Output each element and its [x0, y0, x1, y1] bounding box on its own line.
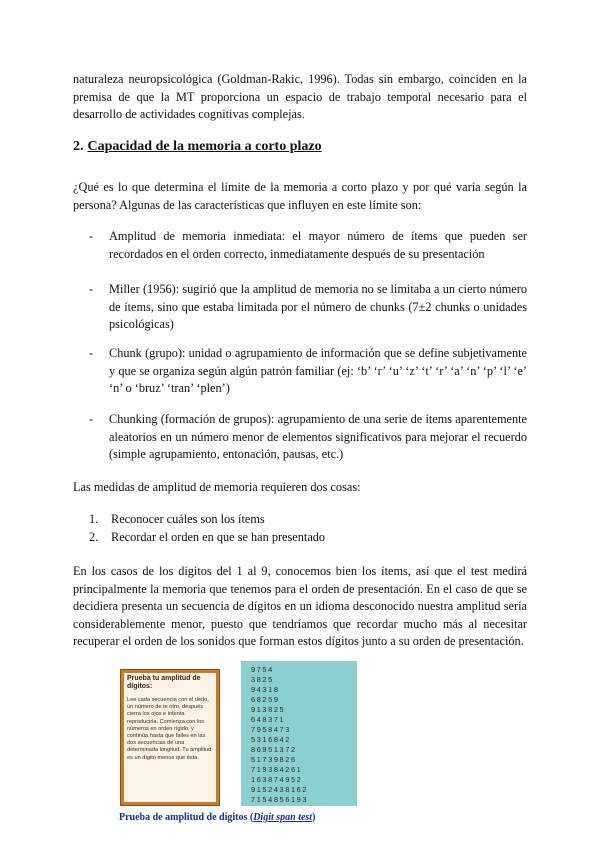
digit-row: 163874952 — [251, 775, 303, 784]
digit-row: 7958473 — [251, 725, 291, 734]
digit-row: 5316842 — [251, 735, 291, 744]
bullet-list-item-4 — [89, 411, 527, 464]
bullet-amplitud: - Amplitud de memoria inmediata: el mayor número de ítems que pueden ser recordados en el orden correcto, inmediatamente después de su presentación — [89, 228, 527, 263]
digit-row: 9152438162 — [251, 785, 309, 794]
bullet-list-item-1 — [89, 228, 527, 263]
caption-term: Digit span test — [253, 812, 313, 823]
bullet-chunk: - Chunk (grupo): unidad o agrupamiento de información que se define subjetivamente y que se organiza según algún patrón familiar (ej: ‘b’ ‘r’ ‘u’ ‘z’ ‘t’ ‘r’ ‘a’ ‘n’ ‘p’ ‘l’ ‘e’ ‘n’ o ‘bruz’ ‘tran’ ‘plen’) — [89, 345, 527, 398]
digit-row: 648371 — [251, 715, 286, 724]
digit-sequences-panel — [241, 661, 357, 806]
instructions-text: Lee cada secuencia con el dedo, un número de te otro, después cierra los ojos e intenta reproducirla. Comienza con los números en orden rígido, y continúa hasta que falles en las dos secuencias de una determinada longitud. Tu amplitud es un dígito menos que ésta. — [127, 697, 212, 761]
section-title: Capacidad de la memoria a corto plazo — [87, 139, 322, 154]
digit-row: 719384261 — [251, 765, 303, 774]
digit-row: 86951372 — [251, 745, 297, 754]
digit-row: 94318 — [251, 685, 280, 694]
bullet-list-item-2 — [89, 281, 527, 334]
bullet-list-item-3 — [89, 345, 527, 398]
instructions-panel — [124, 673, 216, 802]
intro-paragraph: naturaleza neuropsicológica (Goldman-Rakic, 1996). Todas sin embargo, coinciden en la premisa de que la MT proporciona un espacio de trabajo temporal necesario para el desarrollo de actividades cognitivas complejas. — [73, 72, 527, 121]
section-heading — [73, 139, 322, 155]
step-item: 2. Recordar el orden en que se han presentado — [89, 529, 326, 544]
instructions-title: Prueba tu amplitud de dígitos: — [127, 675, 201, 690]
figure-caption: Prueba de amplitud de dígitos (Digit span test) — [119, 812, 316, 823]
digit-row: 913825 — [251, 705, 286, 714]
question-paragraph: ¿Qué es lo que determina el límite de la memoria a corto plazo y por qué varía según la persona? Algunas de las características que influyen en este límite son: — [73, 180, 527, 212]
digit-span-instructions-box — [120, 669, 220, 806]
digit-row: 7154856193 — [251, 795, 309, 804]
digit-row: 3825 — [251, 675, 274, 684]
digit-row: 9754 — [251, 665, 274, 674]
digit-row: 51739826 — [251, 755, 297, 764]
digit-row: 68259 — [251, 695, 280, 704]
section-number: 2. — [73, 139, 84, 154]
bullet-chunking: - Chunking (formación de grupos): agrupamiento de una serie de ítems aparentemente aleatorios en un número menor de elementos significativos para mejorar el recuerdo (simple agrupamiento, entonación, pausas, etc.) — [89, 411, 527, 464]
digits-paragraph: En los casos de los dígitos del 1 al 9, conocemos bien los ítems, así que el test medirá principalmente la memoria que tenemos para el orden de presentación. En el caso de que se decidiera presenta un secuencia de dígitos en un idioma desconocido nuestra amplitud sería considerablemente menor, puesto que tendríamos que recordar mucho más al necesitar recuperar el orden de los sonidos que forman estos dígitos junto a su orden de presentación. — [73, 564, 527, 648]
step-item: 1. Reconocer cuáles son los ítems — [89, 512, 265, 526]
bullet-miller: - Miller (1956): sugirió que la amplitud de memoria no se limitaba a un cierto número de ítems, sino que estaba limitada por el número de chunks (7±2 chunks o unidades psicológicas) — [89, 281, 527, 334]
steps-list — [89, 511, 325, 546]
measures-paragraph: Las medidas de amplitud de memoria requieren dos cosas: — [73, 480, 361, 494]
